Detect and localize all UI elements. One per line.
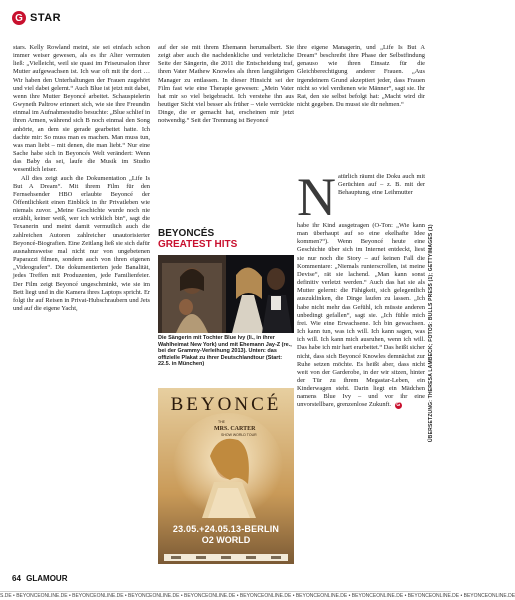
- box-title-line1: BEYONCÉS: [158, 228, 215, 239]
- photo-credit: ÜBERSETZUNG: THERESA LAMBECK; FOTOS: BULLS PRESS (1); GETTYIMAGES (1): [428, 224, 434, 442]
- poster-tour-world: WORLD TOUR: [232, 433, 257, 437]
- photo-caption: Die Sängerin mit Tochter Blue Ivy (li., in ihrer Wahlheimat New York) und mit Ehemann Jay-Z (re., bei der Grammy-Verleihung 2013). Unten: das offizielle Plakat zu ihrer Deutschlandtour (Start: 22.5. in München): [158, 335, 292, 368]
- poster-tour-the: THE: [218, 420, 225, 424]
- drop-cap-text: atürlich räumt die Doku auch mit Gerüchten auf – z. B. mit der Behauptung, eine Leihmutter: [338, 173, 425, 197]
- article-column-3: [297, 44, 425, 109]
- watermark-ticker: S.DE • BEYONCEONLINE.DE • BEYONCEONLINE.DE • BEYONCEONLINE.DE • BEYONCEONLINE.DE • BEYONCEONLINE.DE • BEYONCEONLINE.DE • BEYONCEONLINE.DE • BEYONCEONLINE.DE • BEYONCEONLINE.DE: [0, 593, 515, 599]
- sponsor-logo: [196, 556, 206, 559]
- page-number: 64: [12, 574, 21, 583]
- paragraph: stars. Kelly Rowland meint, sie sei einfach schon immer weiser gewesen, als es ihr Alter vermuten ließ: „Vielleicht, weil sie quasi im Friseursalon ihrer Mutter aufgewachsen ist. Ich war oft mit ihr dort … Wir haben den Unterhaltungen der Frauen zugehört und viel dabei gelernt.“ Auch Blue ist jetzt mit dabei, wenn ihre Mutter Beyoncé arbeitet. Schauspielerin Gwyneth Paltrow erinnert sich, wie sie ihre Freundin einmal im Aufnahmestudio besuchte: „Blue schlief in ihren Armen, während sich B noch einmal den Song anhörte, an dem sie gerade gearbeitet hatte. Ich dachte mir: So muss man es machen. Man muss tun, was man liebt – mit denen, die man liebt.“ Nur eine Sache habe sich in Beyoncés Welt verändert: Wenn das Baby da sei, laufe die Musik im Studio wesentlich leiser.: [13, 44, 151, 174]
- sponsor-logo: [271, 556, 281, 559]
- poster-title: BEYONCÉ: [170, 394, 282, 415]
- poster-tour-name: MRS. CARTER: [214, 426, 256, 432]
- section-label: STAR: [30, 12, 62, 24]
- article-column-1: [13, 44, 150, 313]
- paragraph: habe ihr Kind ausgetragen (O-Ton: „Wie kann man überhaupt auf so eine ekelhafte Idee kommen?“). Wenn Beyoncé heute eine Geschichte über sich im Internet entdeckt, liest sie nur noch die Story – auf keinen Fall die Kommentare: „Niemals runterscrollen, ist meine Devise“, rät sie lachend. „Man kann sonst definitiv verletzt werden.“ Auch das hat sie als Mutter gelernt: die Fähigkeit, sich gelegentlich auszuklinken, die Dinge laufen zu lassen. „Ich habe nicht mehr das Gefühl, ich müsste anderen unbedingt gefallen“, sagt sie. „Ich fühle mich frei. Wie eine Erwachsene. Ich bin gewachsen. Ich kann tun, was ich will. Ich kann sagen, was ich will. Ich kann mich ausruhen, wenn ich will. Das habe ich mir hart erarbeitet.“ Das heißt sicher nicht, dass sich Beyoncé Knowles demnächst zur Ruhe setzen möchte. Es heißt aber, dass nicht weit von der Garderobe, in der wir sitzen, hinter der Tür zu ihrem Megastar-Leben, ein Kinderwagen steht. Darin liegt ein Mädchen namens Blue Ivy – und vor ihr eine unvorstellbare, grenzenlose Zukunft.: [297, 222, 425, 409]
- poster-sponsor-logos: [164, 554, 288, 561]
- page-footer: [12, 574, 67, 583]
- magazine-name: GLAMOUR: [26, 574, 68, 583]
- sponsor-logo: [246, 556, 256, 559]
- article-column-3-continued: [297, 222, 425, 410]
- glamour-g-logo: G: [12, 11, 26, 25]
- section-header: [12, 10, 61, 26]
- end-mark-icon: G: [396, 402, 401, 409]
- paragraph: auf der sie mit ihrem Ehemann herumalbert. Sie zeigt aber auch die nachdenkliche und verletzliche Seite der Sängerin, die 2011 die Entscheidung traf, ihren Vater Mathew Knowles als ihren langjährigen Manager zu entlassen. In dieser Hinsicht sei der Film fast wie eine Therapie gewesen: „Mein Vater hat mir so viel beigebracht. Ich verstehe ihn aus heutiger Sicht viel besser als früher – viele verrückte Dinge, die er gemacht hat, erscheinen mir jetzt notwendig.“ Seit der Trennung ist Beyoncé: [158, 44, 294, 125]
- tour-poster: [158, 388, 294, 564]
- box-title-line2: GREATEST HITS: [158, 239, 238, 250]
- sponsor-logo: [221, 556, 231, 559]
- photo-beyonce-family: [158, 255, 294, 333]
- drop-cap: N: [297, 167, 336, 227]
- poster-venue: O2 WORLD: [201, 535, 251, 545]
- poster-tour-show: SHOW: [221, 433, 232, 437]
- article-column-2: [158, 44, 294, 126]
- greatest-hits-box: [158, 228, 294, 250]
- sponsor-logo: [171, 556, 181, 559]
- poster-tour-sub: [221, 433, 257, 437]
- poster-date: 23.05.+24.05.13-BERLIN: [172, 524, 280, 534]
- paragraph: All dies zeigt auch die Dokumentation „Life Is But A Dream“. Mit ihrem Film für den Fernsehsender HBO erlaubte Beyoncé der Öffentlichkeit einen Einblick in ihr Privatleben wie niemals zuvor. „Meine Geschichte wurde noch nie erzählt, keiner weiß, wer ich wirklich bin“, sagt die Texanerin und meint damit vermutlich auch die zahlreichen Autoren zahlreicher unautorisierter Beyoncé-Biografien. Eine Zeitlang ließ sie sich dafür ausnahmsweise mal nicht nur von ungebetenen Paparazzi filmen, sondern auch von ihren eigenen „Videografen“. Die dokumentierten jede Banalität, jedes Treffen mit Produzenten, jede Familienfeier. Der Film zeigt Beyoncé ungeschminkt, wie sie im Bett liegt und in die Kamera ihres Laptops spricht. Er folgt ihr auf Reisen in Privat-Hubschraubern und Jets und auf die eigene Yacht,: [13, 174, 151, 312]
- paragraph: ihre eigene Managerin, und „Life Is But A Dream“ beschreibt ihre Phase der Selbstfindung genauso wie ihren Einsatz für die Gleichberechtigung anderer Frauen. „Aus irgendeinem Grund akzeptiert jeder, dass Frauen nicht so viel verdienen wie Männer“, sagt sie. Ihr Rat, den sie selbst befolgt hat: „Macht wird dir nicht gegeben. Du musst sie dir nehmen.“: [297, 44, 425, 109]
- box-title: [158, 228, 294, 250]
